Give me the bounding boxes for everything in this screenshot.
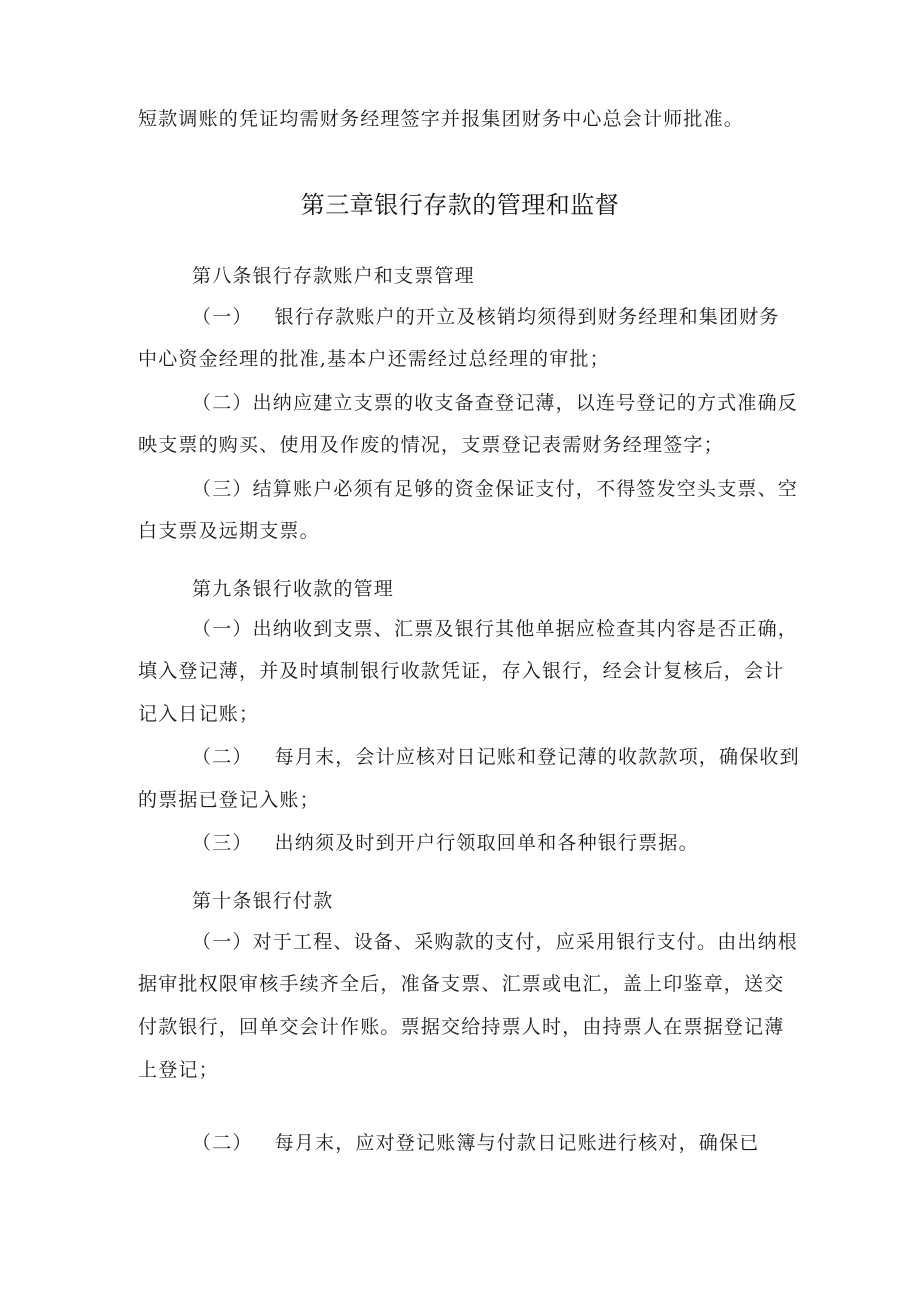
article-10-item-2-marker: （二） [192,1132,253,1154]
intro-line: 短款调账的凭证均需财务经理签字并报集团财务中心总会计师批准。 [138,108,745,130]
article-10-item-1-line-3: 付款银行，回单交会计作账。票据交给持票人时，由持票人在票据登记薄 [138,1016,785,1038]
article-8-item-2-line-2: 映支票的购买、使用及作废的情况，支票登记表需财务经理签字； [138,434,724,456]
article-8-item-2-line-1: （二）出纳应建立支票的收支备查登记薄，以连号登记的方式准确反 [192,392,799,414]
article-9-item-1-line-2: 填入登记薄，并及时填制银行收款凭证，存入银行，经会计复核后，会计 [138,660,785,682]
article-8-heading: 第八条银行存款账户和支票管理 [192,265,475,287]
article-9-item-3-text: 出纳须及时到开户行领取回单和各种银行票据。 [274,832,699,854]
article-10-item-1-line-1: （一）对于工程、设备、采购款的支付，应采用银行支付。由出纳根 [192,931,799,953]
article-10-item-1-line-2: 据审批权限审核手续齐全后，准备支票、汇票或电汇，盖上印鉴章，送交 [138,973,785,995]
article-10-item-2-text: 每月末，应对登记账簿与付款日记账进行核对，确保已 [274,1132,760,1154]
article-9-item-2-text: 每月末，会计应核对日记账和登记薄的收款款项，确保收到 [274,746,800,768]
article-8-item-3-line-1: （三）结算账户必须有足够的资金保证支付，不得签发空头支票、空 [192,478,799,500]
article-8-item-1-marker: （一） [192,306,253,328]
article-9-item-1-line-1: （一）出纳收到支票、汇票及银行其他单据应检查其内容是否正确， [192,618,799,640]
article-10-item-1-line-4: 上登记； [138,1059,219,1081]
article-9-item-2-line-2: 的票据已登记入账； [138,789,320,811]
article-8-item-1-text: 银行存款账户的开立及核销均须得到财务经理和集团财务 [274,306,780,328]
article-9-item-3-marker: （三） [192,832,253,854]
article-8-item-1-line-2: 中心资金经理的批准,基本户还需经过总经理的审批； [138,348,610,370]
article-8-item-3-line-2: 白支票及远期支票。 [138,520,320,542]
article-9-item-2-marker: （二） [192,746,253,768]
article-10-item-2-line-1 [192,1131,759,1155]
chapter-title: 第三章银行存款的管理和监督 [300,191,620,219]
article-9-item-2-line-1 [192,745,800,769]
article-8-item-1-line-1 [192,305,780,329]
article-9-item-1-line-3: 记入日记账； [138,703,260,725]
article-10-heading: 第十条银行付款 [192,890,334,912]
article-9-heading: 第九条银行收款的管理 [192,578,395,600]
article-9-item-3-line-1 [192,831,699,855]
